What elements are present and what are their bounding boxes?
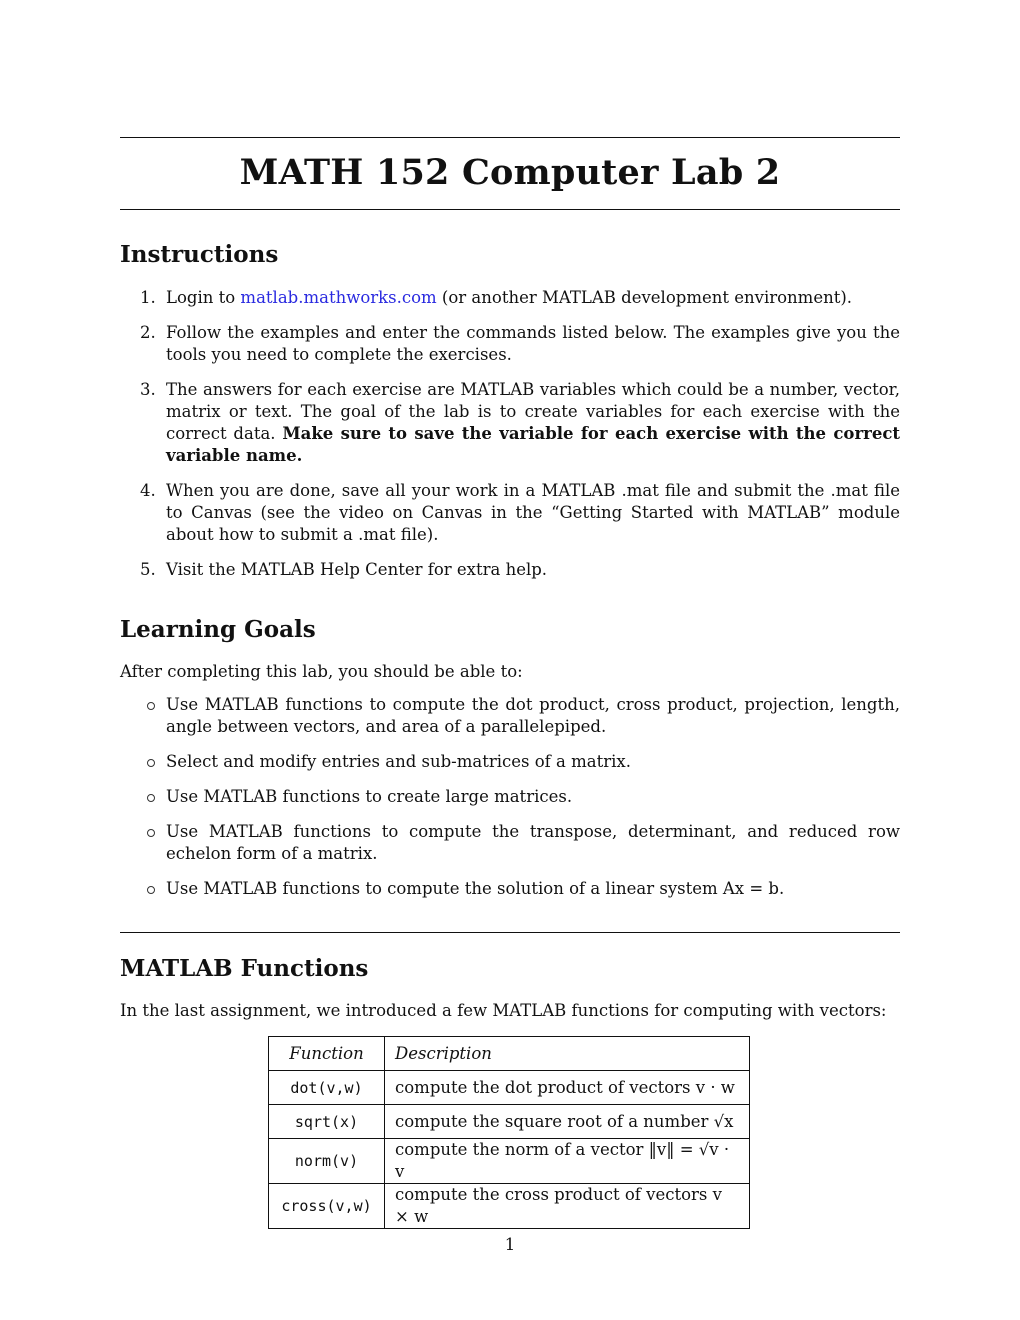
item-number: 5. [140,560,156,579]
bullet-icon [147,794,155,802]
item-number: 3. [140,380,156,399]
column-header-function: Function [269,1037,385,1071]
goal-item [120,821,900,865]
matlab-online-link[interactable]: matlab.mathworks.com [240,288,437,307]
item-number: 4. [140,481,156,500]
goal-item [120,694,900,738]
goal-item [120,878,900,900]
table-row [269,1071,750,1105]
function-name: cross(v,w) [269,1184,385,1229]
item-text: The answers for each exercise are MATLAB variables which could be a number, vector, matrix or text. The goal of the lab is to create variables for each exercise with the correct data. [166,380,900,443]
function-name: sqrt(x) [269,1105,385,1139]
item-text: Login to [166,288,241,307]
item-text: Visit the MATLAB Help Center for extra help. [166,560,548,579]
matlab-functions-heading: MATLAB Functions [120,955,369,982]
learning-goals-heading: Learning Goals [120,616,316,643]
item-text: (or another MATLAB development environment). [436,288,853,307]
section-divider [120,932,900,933]
function-description: compute the dot product of vectors v · w [385,1071,750,1105]
item-text: Follow the examples and enter the commands listed below. The examples give you the tools you need to complete the exercises. [166,323,900,364]
item-number: 2. [140,323,156,342]
functions-table [268,1036,750,1229]
table-row [269,1105,750,1139]
function-description: compute the cross product of vectors v × w [385,1184,750,1229]
goal-text: Use MATLAB functions to compute the dot product, cross product, projection, length, angle between vectors, and area of a parallelepiped. [166,695,900,736]
item-number: 1. [140,288,156,307]
learning-goals-intro: After completing this lab, you should be able to: [120,662,523,681]
instruction-item [120,287,900,309]
bullet-icon [147,759,155,767]
title-top-rule [120,137,900,138]
goal-text: Use MATLAB functions to create large matrices. [166,787,573,806]
goal-text: Select and modify entries and sub-matrices of a matrix. [166,752,631,771]
page-number: 1 [504,1235,516,1254]
goal-text: Use MATLAB functions to compute the solution of a linear system Ax = b. [166,879,785,898]
function-name: norm(v) [269,1139,385,1184]
page-title: MATH 152 Computer Lab 2 [239,152,781,193]
bullet-icon [147,702,155,710]
bullet-icon [147,829,155,837]
goal-text: Use MATLAB functions to compute the transpose, determinant, and reduced row echelon form of a matrix. [166,822,900,863]
goal-item [120,751,900,773]
title-bottom-rule [120,209,900,210]
table-header-row [269,1037,750,1071]
instruction-item [120,480,900,546]
instructions-list [120,287,900,594]
learning-goals-list [120,694,900,913]
instruction-item [120,379,900,467]
function-description: compute the square root of a number √x [385,1105,750,1139]
column-header-description: Description [385,1037,750,1071]
item-text: When you are done, save all your work in a MATLAB .mat file and submit the .mat file to Canvas (see the video on Canvas in the “Getting Started with MATLAB” module about how to submit a .mat file). [166,481,900,544]
bullet-icon [147,886,155,894]
matlab-functions-intro: In the last assignment, we introduced a few MATLAB functions for computing with vectors: [120,1001,887,1020]
function-description: compute the norm of a vector ‖v‖ = √v · v [385,1139,750,1184]
function-name: dot(v,w) [269,1071,385,1105]
item-bold-text: Make sure to save the variable for each exercise with the correct variable name. [166,424,900,465]
instruction-item [120,322,900,366]
table-row [269,1184,750,1229]
instructions-heading: Instructions [120,241,279,268]
table-row [269,1139,750,1184]
instruction-item [120,559,900,581]
goal-item [120,786,900,808]
